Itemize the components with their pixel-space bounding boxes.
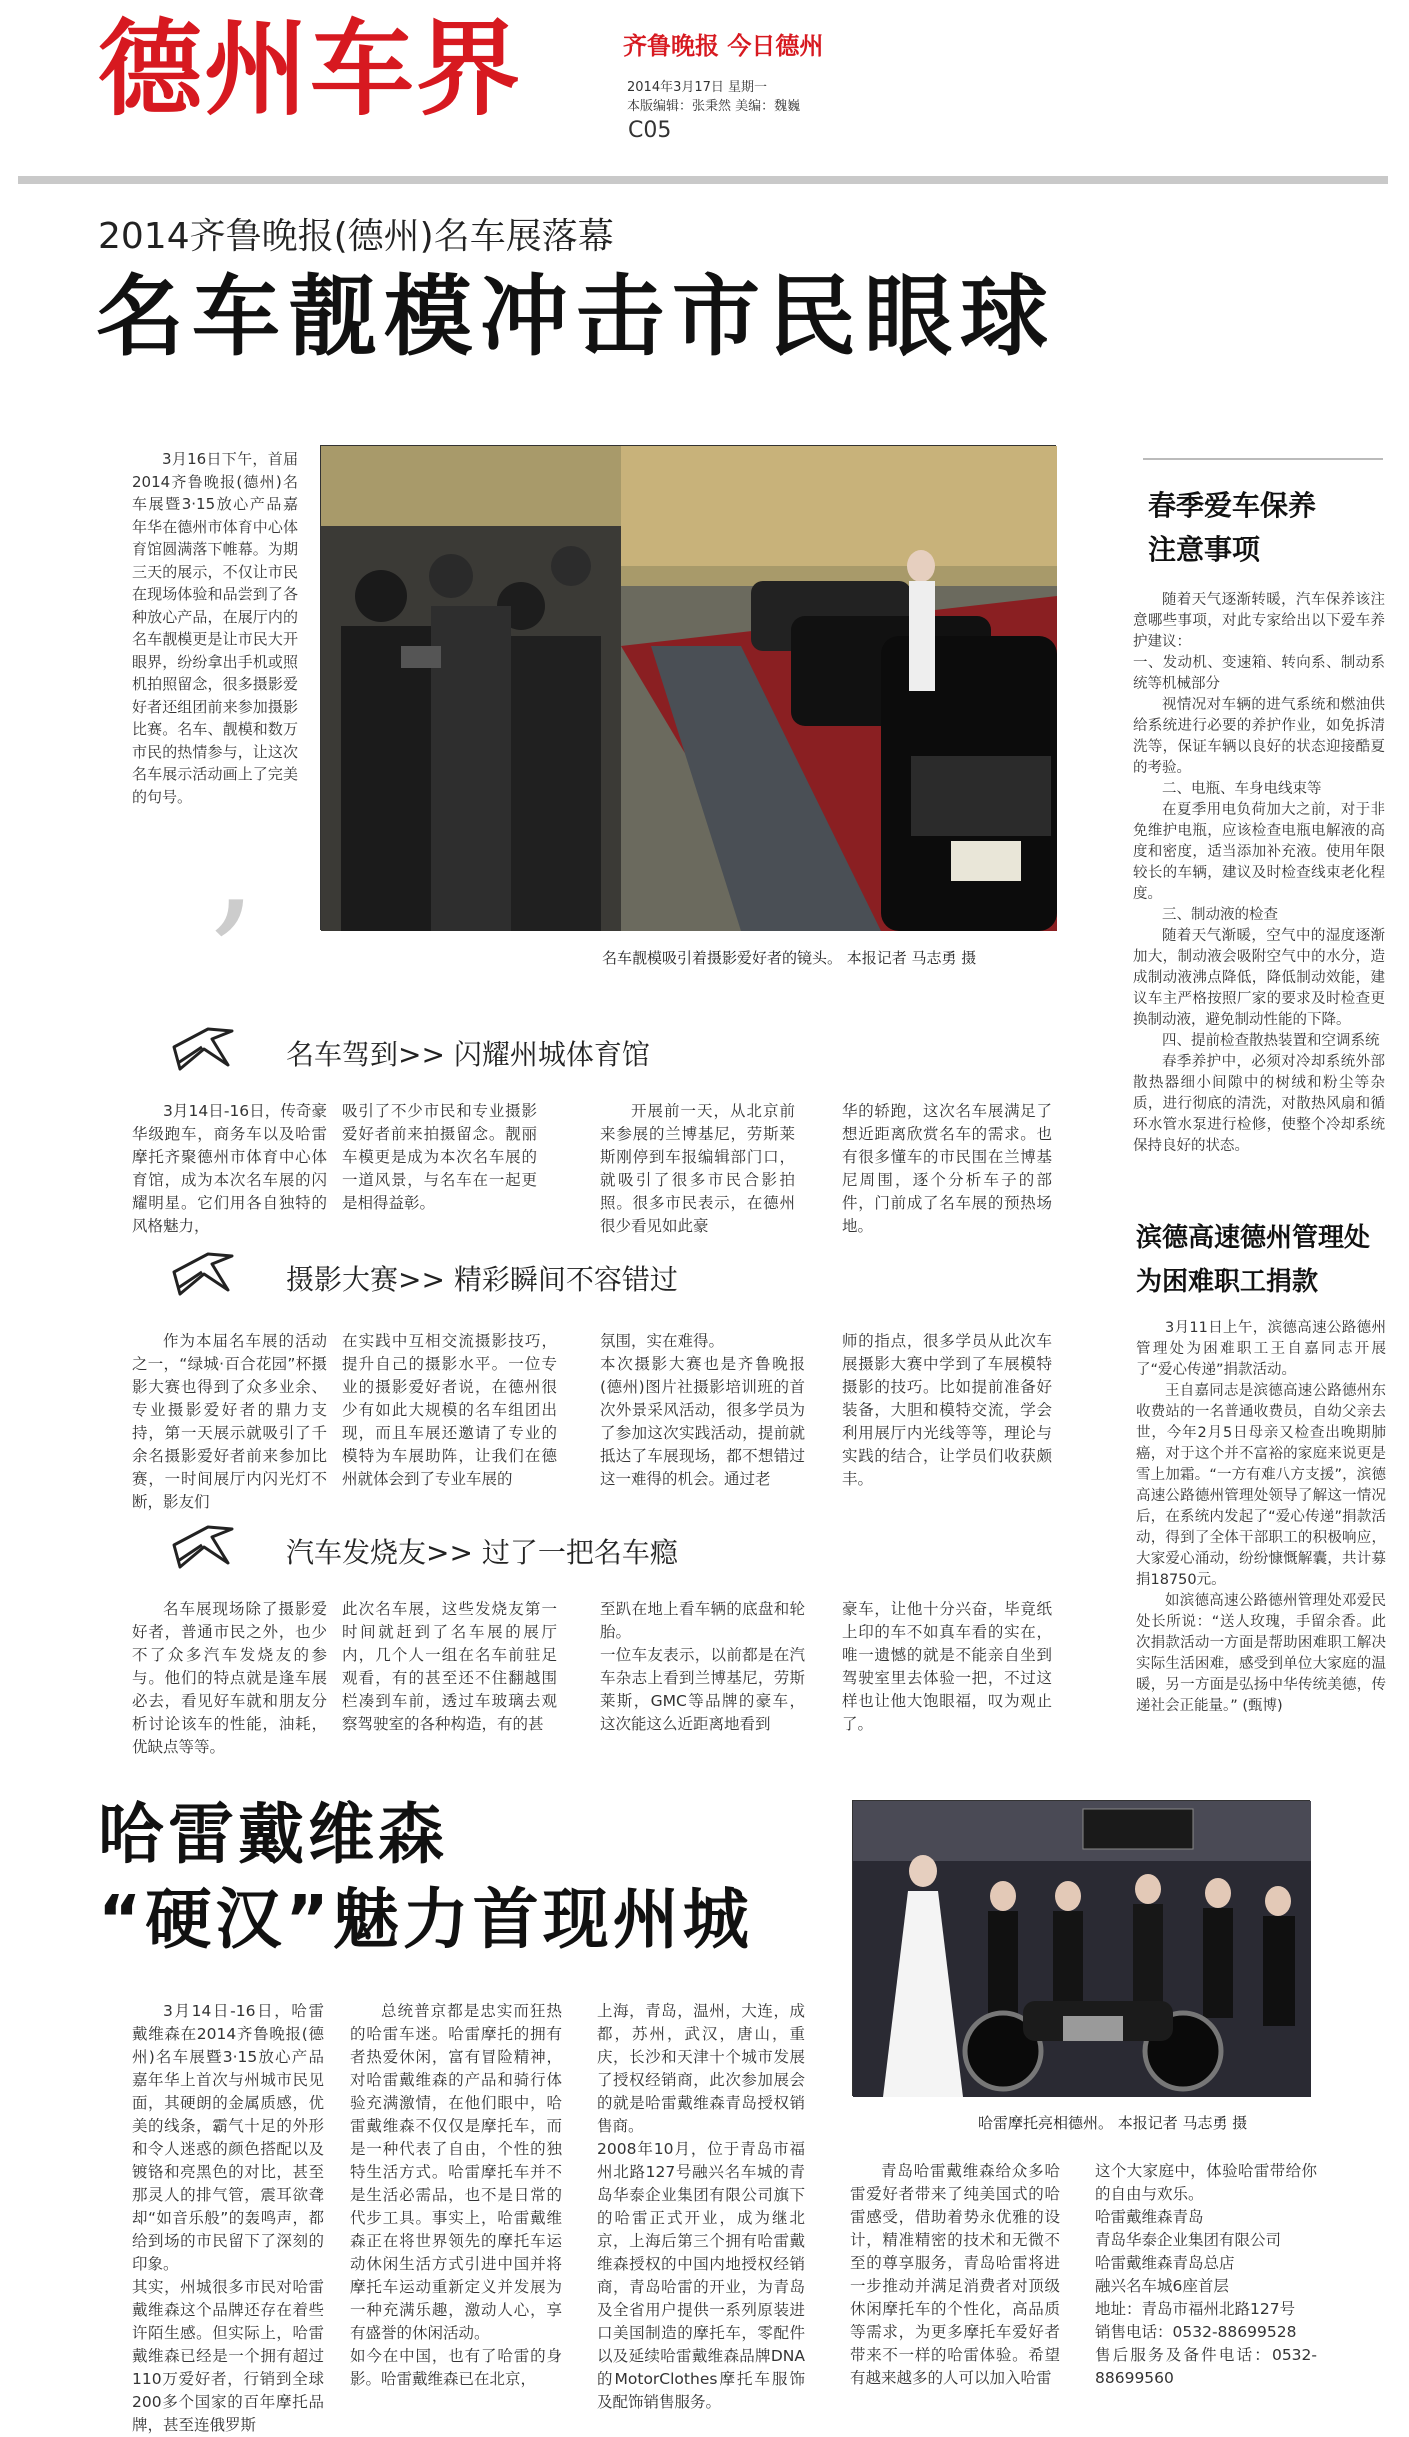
tips-paragraph: 随着天气逐渐转暖，汽车保养该注意哪些事项，对此专家给出以下爱车养护建议：: [1133, 592, 1385, 650]
lead-photo-caption: 名车靓模吸引着摄影爱好者的镜头。 本报记者 马志勇 摄: [602, 949, 977, 967]
section-column: 豪车，让他十分兴奋，毕竟纸上印的车不如真车看的实在，唯一遗憾的就是不能亲自坐到驾驶室里去体验一把，不过这样也让他大饱眼福，叹为观止了。: [842, 1600, 1052, 1733]
donation-paragraph: 3月11日上午，滨德高速公路德州管理处为困难职工王自嘉同志开展了“爱心传递”捐款活动。: [1136, 1320, 1386, 1378]
harley-photo: [852, 1800, 1310, 2096]
story2-photo-caption: 哈雷摩托亮相德州。 本报记者 马志勇 摄: [978, 2114, 1248, 2132]
donation-title-line2: 为困难职工捐款: [1136, 1267, 1319, 1297]
tips-subheading: 四、提前检查散热装置和空调系统: [1162, 1033, 1380, 1049]
quote-mark-icon: ,: [210, 778, 258, 952]
tips-paragraph: 在夏季用电负荷加大之前，对于非免维护电瓶，应该检查电瓶电解液的高度和密度，适当添加补充液。使用年限较长的车辆，建议及时检查线束老化程度。: [1133, 802, 1385, 902]
donation-paragraph: 王自嘉同志是滨德高速公路德州东收费站的一名普通收费员，自幼父亲去世，今年2月5日母亲又检查出晚期肺癌，对于这个并不富裕的家庭来说更是雪上加霜。“一方有难八方支援”，滨德高速公路德州管理处领导了解这一情况后，在系统内发起了“爱心传递”捐款活动，得到了全体干部职工的积极响应，大家爱心涌动，纷纷慷慨解囊，共计募捐18750元。: [1136, 1383, 1386, 1588]
story2-column: 3月14日-16日，哈雷戴维森在2014齐鲁晚报(德州)名车展暨3·15放心产品嘉年华上首次与州城市民见面，其硬朗的金属质感，优美的线条，霸气十足的外形和令人迷惑的颜色搭配以及镀铬和亮黑色的对比，甚至那灵人的排气管，震耳欲聋却“如音乐般”的轰鸣声，都给到场的市民留下了深刻的印象。 其实，州城很多市民对哈雷戴维森这个品牌还存在着些许陌生感。但实际上，哈雷戴维森已经是一个拥有超过110万爱好者，行销到全球200多个国家的百年摩托品牌，甚至连俄罗斯: [132, 2002, 324, 2434]
story2-column: 总统普京都是忠实而狂热的哈雷车迷。哈雷摩托的拥有者热爱休闲，富有冒险精神，对哈雷戴维森的产品和骑行体验充满激情，在他们眼中，哈雷戴维森不仅仅是摩托车，而是一种代表了自由，个性的独特生活方式。哈雷摩托车并不是生活必需品，也不是日常的代步工具。事实上，哈雷戴维森正在将世界领先的摩托车运动休闲生活方式引进中国并将摩托车运动重新定义并发展为一种充满乐趣，激动人心，享有盛誉的休闲活动。 如今在中国，也有了哈雷的身影。哈雷戴维森已在北京，: [350, 2002, 562, 2388]
section-column: 在实践中互相交流摄影技巧，提升自己的摄影水平。一位专业的摄影爱好者说，在德州很少有如此大规模的名车组团出现，而且车展还邀请了专业的模特为车展助阵，让我们在德州就体会到了专业车展的: [342, 1332, 557, 1488]
lead-intro: 3月16日下午，首届2014齐鲁晚报(德州)名车展暨3·15放心产品嘉年华在德州市体育中心体育馆圆满落下帷幕。为期三天的展示，不仅让市民在现场体验和品尝到了各种放心产品，在展厅内的名车靓模更是让市民大开眼界，纷纷拿出手机或照机拍照留念，很多摄影爱好者还组团前来参加摄影比赛。名车、靓模和数万市民的热情参与，让这次名车展示活动画上了完美的句号。: [132, 450, 298, 806]
section-title: 摄影大赛>> 精彩瞬间不容错过: [286, 1263, 678, 1296]
car-show-photo: [320, 445, 1056, 930]
story2-column: 这个大家庭中，体验哈雷带给你的自由与欢乐。 哈雷戴维森青岛 青岛华泰企业集团有限公司 哈雷戴维森青岛总店 融兴名车城6座首层 地址：青岛市福州北路127号 销售电话：0532-88699528 售后服务及备件电话：0532-88699560: [1095, 2162, 1317, 2387]
story2-headline-line1: 哈雷戴维森: [98, 1796, 448, 1873]
arrow-icon: [168, 1250, 238, 1296]
tips-subheading: 二、电瓶、车身电线束等: [1162, 781, 1322, 797]
section-title: 名车驾到>> 闪耀州城体育馆: [286, 1038, 650, 1071]
donation-paragraph: 如滨德高速公路德州管理处邓爱民处长所说：“送人玫瑰，手留余香。此次捐款活动一方面是帮助困难职工解决实际生活困难，感受到单位大家庭的温暖，另一方面是弘扬中华传统美德，传递社会正能量。” (甄博): [1136, 1593, 1386, 1714]
lead-kicker: 2014齐鲁晚报(德州)名车展落幕: [98, 216, 614, 257]
section-column: 吸引了不少市民和专业摄影爱好者前来拍摄留念。靓丽车模更是成为本次名车展的一道风景，与名车在一起更是相得益彰。: [342, 1102, 537, 1212]
lead-headline: 名车靓模冲击市民眼球: [96, 265, 1057, 368]
section-column: 3月14日-16日，传奇豪华级跑车，商务车以及哈雷摩托齐聚德州市体育中心体育馆，成为本次名车展的闪耀明星。它们用各自独特的风格魅力，: [132, 1102, 327, 1235]
donation-body: [1136, 1318, 1386, 1717]
arrow-icon: [168, 1523, 238, 1569]
tips-paragraph: 春季养护中，必须对冷却系统外部散热器细小间隙中的树绒和粉尘等杂质，进行彻底的清洗，对散热风扇和循环水管水泵进行检修，使整个冷却系统保持良好的状态。: [1133, 1054, 1385, 1154]
masthead-title: 德州车界: [98, 7, 523, 130]
section-title: 汽车发烧友>> 过了一把名车瘾: [286, 1536, 678, 1569]
story2-headline-line2: “硬汉”魅力首现州城: [98, 1881, 753, 1958]
masthead-divider: [18, 176, 1388, 184]
tips-body: [1133, 590, 1385, 1157]
section-column: 氛围，实在难得。 本次摄影大赛也是齐鲁晚报(德州)图片社摄影培训班的首次外景采风活动，很多学员为了参加这次实践活动，提前就抵达了车展现场，都不想错过这一难得的机会。通过老: [600, 1332, 805, 1488]
editors-line: 本版编辑：张秉然 美编：魏巍: [627, 99, 801, 114]
tips-subheading: 三、制动液的检查: [1162, 907, 1278, 923]
tips-title-line2: 注意事项: [1148, 533, 1261, 566]
section-column: 至趴在地上看车辆的底盘和轮胎。 一位车友表示，以前都是在汽车杂志上看到兰博基尼，劳斯莱斯，GMC等品牌的豪车，这次能这么近距离地看到: [600, 1600, 805, 1733]
story2-column: 上海，青岛，温州，大连，成都，苏州，武汉，唐山，重庆，长沙和天津十个城市发展了授权经销商，此次参加展会的就是哈雷戴维森青岛授权销售商。 2008年10月，位于青岛市福州北路127号融兴名车城的青岛华泰企业集团有限公司旗下的哈雷正式开业，成为继北京，上海后第三个拥有哈雷戴维森授权的中国内地授权经销商，青岛哈雷的开业，为青岛及全省用户提供一系列原装进口美国制造的摩托车，零配件以及延续哈雷戴维森品牌DNA的MotorClothes摩托车服饰及配饰销售服务。: [597, 2002, 805, 2411]
section-column: 华的轿跑，这次名车展满足了想近距离欣赏名车的需求。也有很多懂车的市民围在兰博基尼周围，逐个分析车子的部件，门前成了名车展的预热场地。: [842, 1102, 1052, 1235]
newspaper-brand: 齐鲁晚报 今日德州: [623, 31, 824, 60]
section-column: 作为本届名车展的活动之一，“绿城·百合花园”杯摄影大赛也得到了众多业余、专业摄影爱好者的鼎力支持，第一天展示就吸引了千余名摄影爱好者前来参加比赛，一时间展厅内闪光灯不断，影友们: [132, 1332, 327, 1511]
tips-title-line1: 春季爱车保养: [1148, 489, 1317, 522]
section-column: 名车展现场除了摄影爱好者，普通市民之外，也少不了众多汽车发烧友的参与。他们的特点就是逢车展必去，看见好车就和朋友分析讨论该车的性能，油耗，优缺点等等。: [132, 1600, 327, 1756]
section-header-photo-contest: [168, 1250, 868, 1300]
tips-paragraph: 随着天气渐暖，空气中的湿度逐渐加大，制动液会吸附空气中的水分，造成制动液沸点降低，降低制动效能，建议车主严格按照厂家的要求及时检查更换制动液，避免制动性能的下降。: [1133, 928, 1385, 1028]
tips-subheading: 一、发动机、变速箱、转向系、制动系统等机械部分: [1133, 655, 1385, 692]
date-line: 2014年3月17日 星期一: [627, 80, 768, 95]
page-number: C05: [628, 118, 672, 143]
section-column: 此次名车展，这些发烧友第一时间就赶到了名车展的展厅内，几个人一组在名车前驻足观看，有的甚至还不住翻越围栏凑到车前，透过车玻璃去观察驾驶室的各种构造，有的甚: [342, 1600, 557, 1733]
section-column: 开展前一天，从北京前来参展的兰博基尼，劳斯莱斯刚停到车报编辑部门口，就吸引了很多市民合影拍照。很多市民表示，在德州很少看见如此豪: [600, 1102, 795, 1235]
sidebar-divider: [1143, 458, 1383, 460]
section-header-car-fans: [168, 1523, 868, 1573]
story2-column: 青岛哈雷戴维森给众多哈雷爱好者带来了纯美国式的哈雷感受，借助着势永优雅的设计，精准精密的技术和无微不至的尊享服务，青岛哈雷将进一步推动并满足消费者对顶级休闲摩托车的个性化，高品质等需求，为更多摩托车爱好者带来不一样的哈雷体验。希望有越来越多的人可以加入哈雷: [850, 2162, 1060, 2387]
arrow-icon: [168, 1025, 238, 1071]
section-header-cars: [168, 1025, 868, 1075]
tips-paragraph: 视情况对车辆的进气系统和燃油供给系统进行必要的养护作业，如免拆清洗等，保证车辆以良好的状态迎接酷夏的考验。: [1133, 697, 1385, 776]
section-column: 师的指点，很多学员从此次车展摄影大赛中学到了车展模特摄影的技巧。比如提前准备好装备，大胆和模特交流，学会利用展厅内光线等等，理论与实践的结合，让学员们收获颇丰。: [842, 1332, 1052, 1488]
donation-title-line1: 滨德高速德州管理处: [1136, 1223, 1371, 1253]
